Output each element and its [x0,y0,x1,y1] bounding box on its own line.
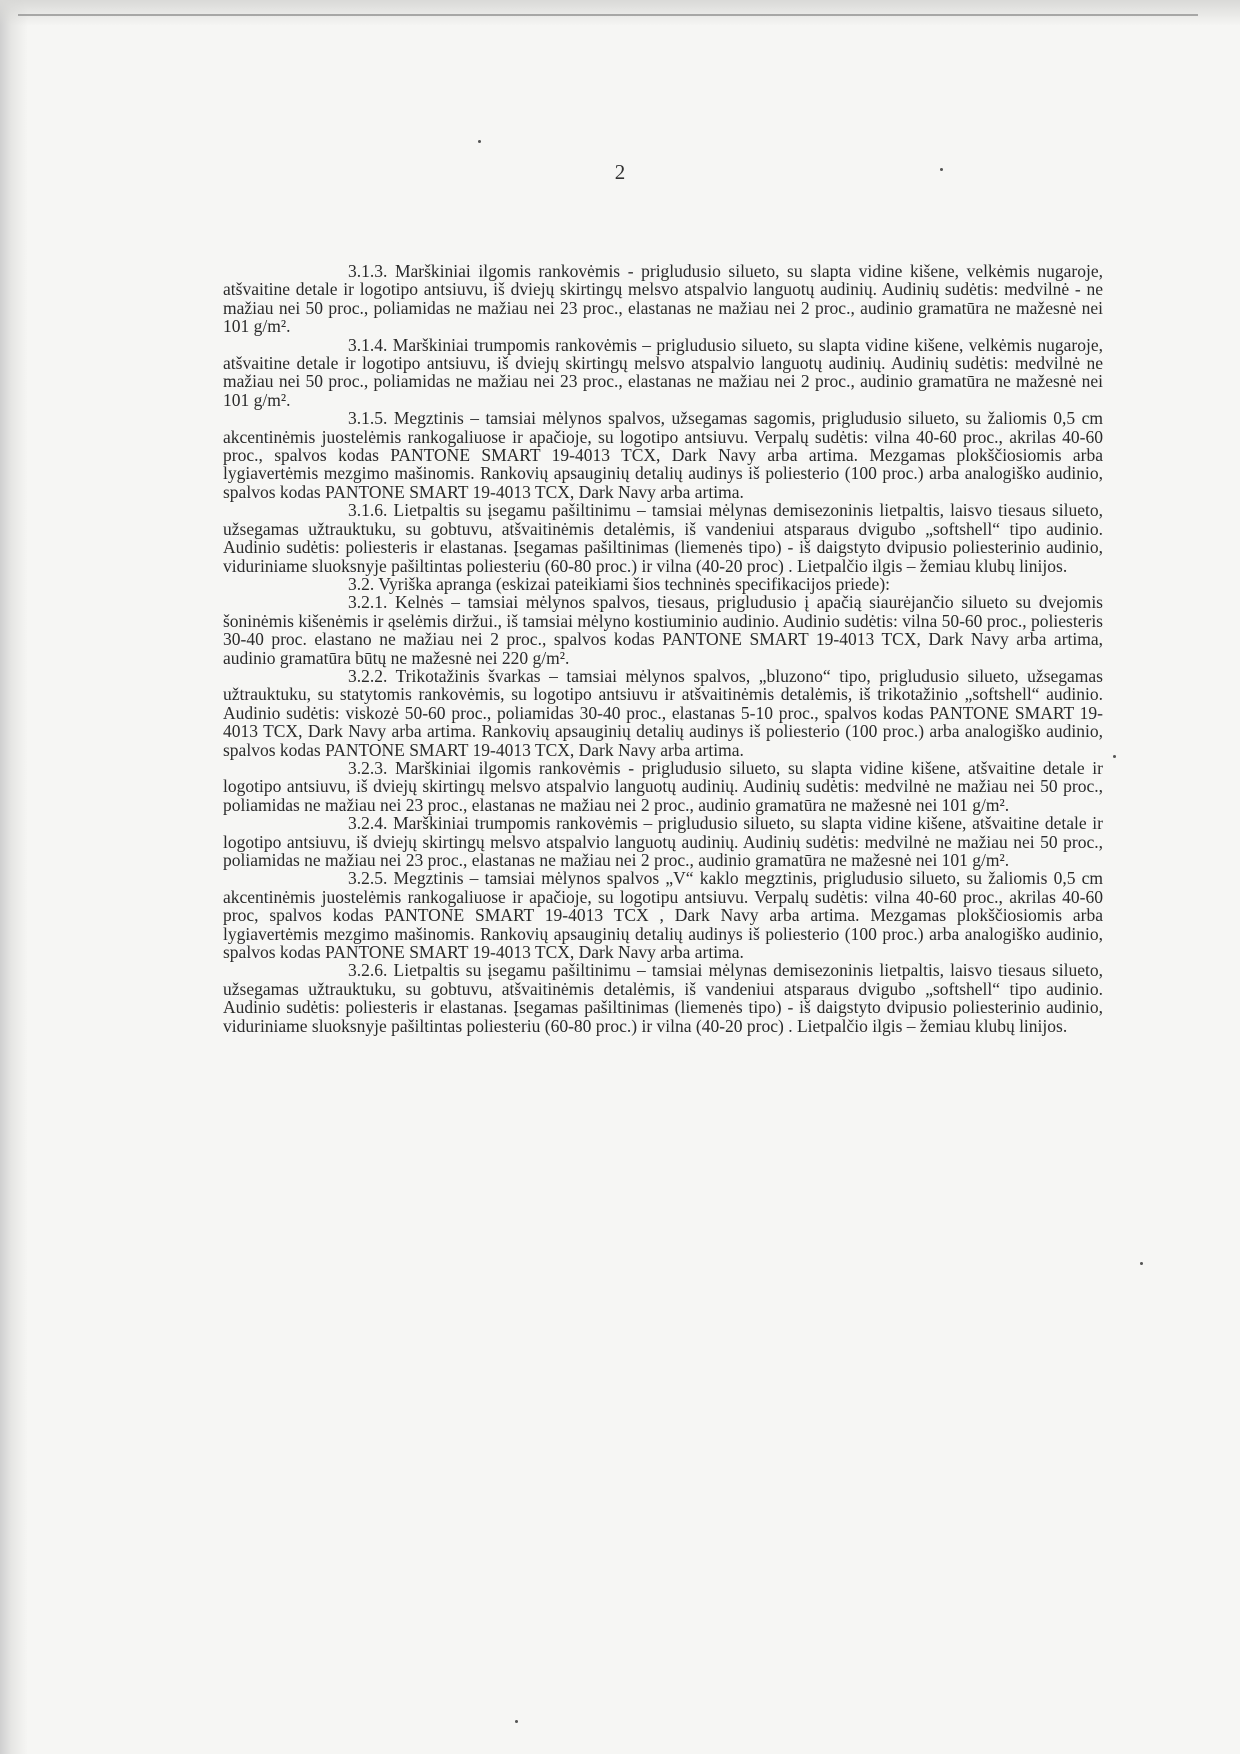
paragraph-3-2: 3.2. Vyriška apranga (eskizai pateikiami šios techninės specifikacijos priede): [348,573,891,594]
paragraph-3-1-6: 3.1.6. Lietpaltis su įsegamu pašiltinimu – tamsiai mėlynas demisezoninis lietpaltis, laisvo tiesaus silueto, užsegamas užtrauktuku, su gobtuvu, atšvaitinėmis detalėmis, iš vandeniui atsparaus dvigubo „softshell“ tipo audinio. Audinio sudėtis: poliesteris ir elastanas. Įsegamas pašiltinimas (liemenės tipo) - iš daigstyto dvipusio poliesterinio audinio, viduriniame sluoksnyje pašiltintas poliesteriu (60-80 proc.) ir vilna (40-20 proc) . Lietpalčio ilgis – žemiau klubų linijos. [223,500,1103,576]
scan-speck [478,140,481,143]
paragraph-3-2-3: 3.2.3. Marškiniai ilgomis rankovėmis - prigludusio silueto, su slapta vidine kišene, atšvaitine detale ir logotipo antsiuvu, iš dviejų skirtingų melsvo atspalvio languotų audinių. Audinių sudėtis: medvilnė ne mažiau nei 50 proc., poliamidas ne mažiau nei 23 proc., elastanas ne mažiau nei 2 proc., audinio gramatūra ne mažesnė nei 101 g/m². [223,757,1103,815]
paragraph-3-1-3: 3.1.3. Marškiniai ilgomis rankovėmis - prigludusio silueto, su slapta vidine kišene, velkėmis nugaroje, atšvaitine detale ir logotipo antsiuvu, iš dviejų skirtingų melsvo atspalvio languotų audinių. Audinių sudėtis: medvilnė - ne mažiau nei 50 proc., poliamidas ne mažiau nei 23 proc., elastanas ne mažiau nei 2 proc., audinio gramatūra ne mažesnė nei 101 g/m². [223,261,1103,337]
page-number: 2 [614,160,626,184]
scan-speck [515,1720,518,1723]
paragraph-3-2-5: 3.2.5. Megztinis – tamsiai mėlynos spalvos „V“ kaklo megztinis, prigludusio silueto, su žaliomis 0,5 cm akcentinėmis juostelėmis rankogaliuose ir apačioje, su logotipu antsiuvu. Verpalų sudėtis: vilna 40-60 proc., akrilas 40-60 proc, spalvos kodas PANTONE SMART 19-4013 TCX , Dark Navy arba artima. Mezgamas plokščiosiomis arba lygiavertėmis mezgimo mašinomis. Rankovių apsauginių detalių audinys iš poliesterio (100 proc.) arba analogiško audinio, spalvos kodas PANTONE SMART 19-4013 TCX, Dark Navy arba artima. [223,868,1103,963]
top-rule [18,14,1198,16]
paragraph-3-2-1: 3.2.1. Kelnės – tamsiai mėlynos spalvos, tiesaus, prigludusio į apačią siaurėjančio silueto su dvejomis šoninėmis kišenėmis ir ąselėmis diržui., iš tamsiai mėlyno kostiuminio audinio. Audinio sudėtis: vilna 50-60 proc., poliesteris 30-40 proc. elastano ne mažiau nei 2 proc., spalvos kodas PANTONE SMART 19-4013 TCX, Dark Navy arba artima, audinio gramatūra būtų ne mažesnė nei 220 g/m². [223,592,1103,668]
paragraph-3-1-4: 3.1.4. Marškiniai trumpomis rankovėmis – prigludusio silueto, su slapta vidine kišene, velkėmis nugaroje, atšvaitine detale ir logotipo antsiuvu, iš dviejų skirtingų melsvo atspalvio languotų audinių. Audinių sudėtis: medvilnė ne mažiau nei 50 proc., poliamidas ne mažiau nei 23 proc., elastanas ne mažiau nei 2 proc., audinio gramatūra ne mažesnė nei 101 g/m². [223,334,1103,410]
scan-speck [1113,755,1116,758]
scan-speck [940,168,943,171]
paragraph-3-2-2: 3.2.2. Trikotažinis švarkas – tamsiai mėlynos spalvos, „bluzono“ tipo, prigludusio silueto, užsegamas užtrauktuku, su statytomis rankovėmis, su logotipo antsiuvu ir atšvaitinėmis detalėmis, iš trikotažinio „softshell“ audinio. Audinio sudėtis: viskozė 50-60 proc., poliamidas 30-40 proc., elastanas 5-10 proc., spalvos kodas PANTONE SMART 19-4013 TCX, Dark Navy arba artima. Rankovių apsauginių detalių audinys iš poliesterio (100 proc.) arba analogiško audinio, spalvos kodas PANTONE SMART 19-4013 TCX, Dark Navy arba artima. [223,665,1103,760]
paragraph-3-2-4: 3.2.4. Marškiniai trumpomis rankovėmis – prigludusio silueto, su slapta vidine kišene, atšvaitine detale ir logotipo antsiuvu, iš dviejų skirtingų melsvo atspalvio languotų audinių. Audinių sudėtis: medvilnė ne mažiau nei 50 proc., poliamidas ne mažiau nei 23 proc., elastanas ne mažiau nei 2 proc., audinio gramatūra ne mažesnė nei 101 g/m². [223,813,1103,870]
scan-edge-top [0,0,1240,26]
document-body [223,262,1103,1035]
paragraph-3-1-5: 3.1.5. Megztinis – tamsiai mėlynos spalvos, užsegamas sagomis, prigludusio silueto, su žaliomis 0,5 cm akcentinėmis juostelėmis rankogaliuose ir apačioje, su logotipo antsiuvu. Verpalų sudėtis: vilna 40-60 proc., akrilas 40-60 proc., spalvos kodas PANTONE SMART 19-4013 TCX, Dark Navy arba artima. Mezgamas plokščiosiomis arba lygiavertėmis mezgimo mašinomis. Rankovių apsauginių detalių audinys iš poliesterio (100 proc.) arba analogiško audinio, spalvos kodas PANTONE SMART 19-4013 TCX, Dark Navy arba artima. [223,408,1103,502]
scan-shadow-left [0,0,28,1754]
scan-speck [1140,1262,1143,1265]
paragraph-3-2-6: 3.2.6. Lietpaltis su įsegamu pašiltinimu – tamsiai mėlynas demisezoninis lietpaltis, laisvo tiesaus silueto, užsegamas užtrauktuku, su gobtuvu, atšvaitinėmis detalėmis, iš vandeniui atsparaus dvigubo „softshell“ tipo audinio. Audinio sudėtis: poliesteris ir elastanas. Įsegamas pašiltinimas (liemenės tipo) - iš daigstyto dvipusio poliesterinio audinio, viduriniame sluoksnyje pašiltintas poliesteriu (60-80 proc.) ir vilna (40-20 proc) . Lietpalčio ilgis – žemiau klubų linijos. [223,960,1103,1036]
